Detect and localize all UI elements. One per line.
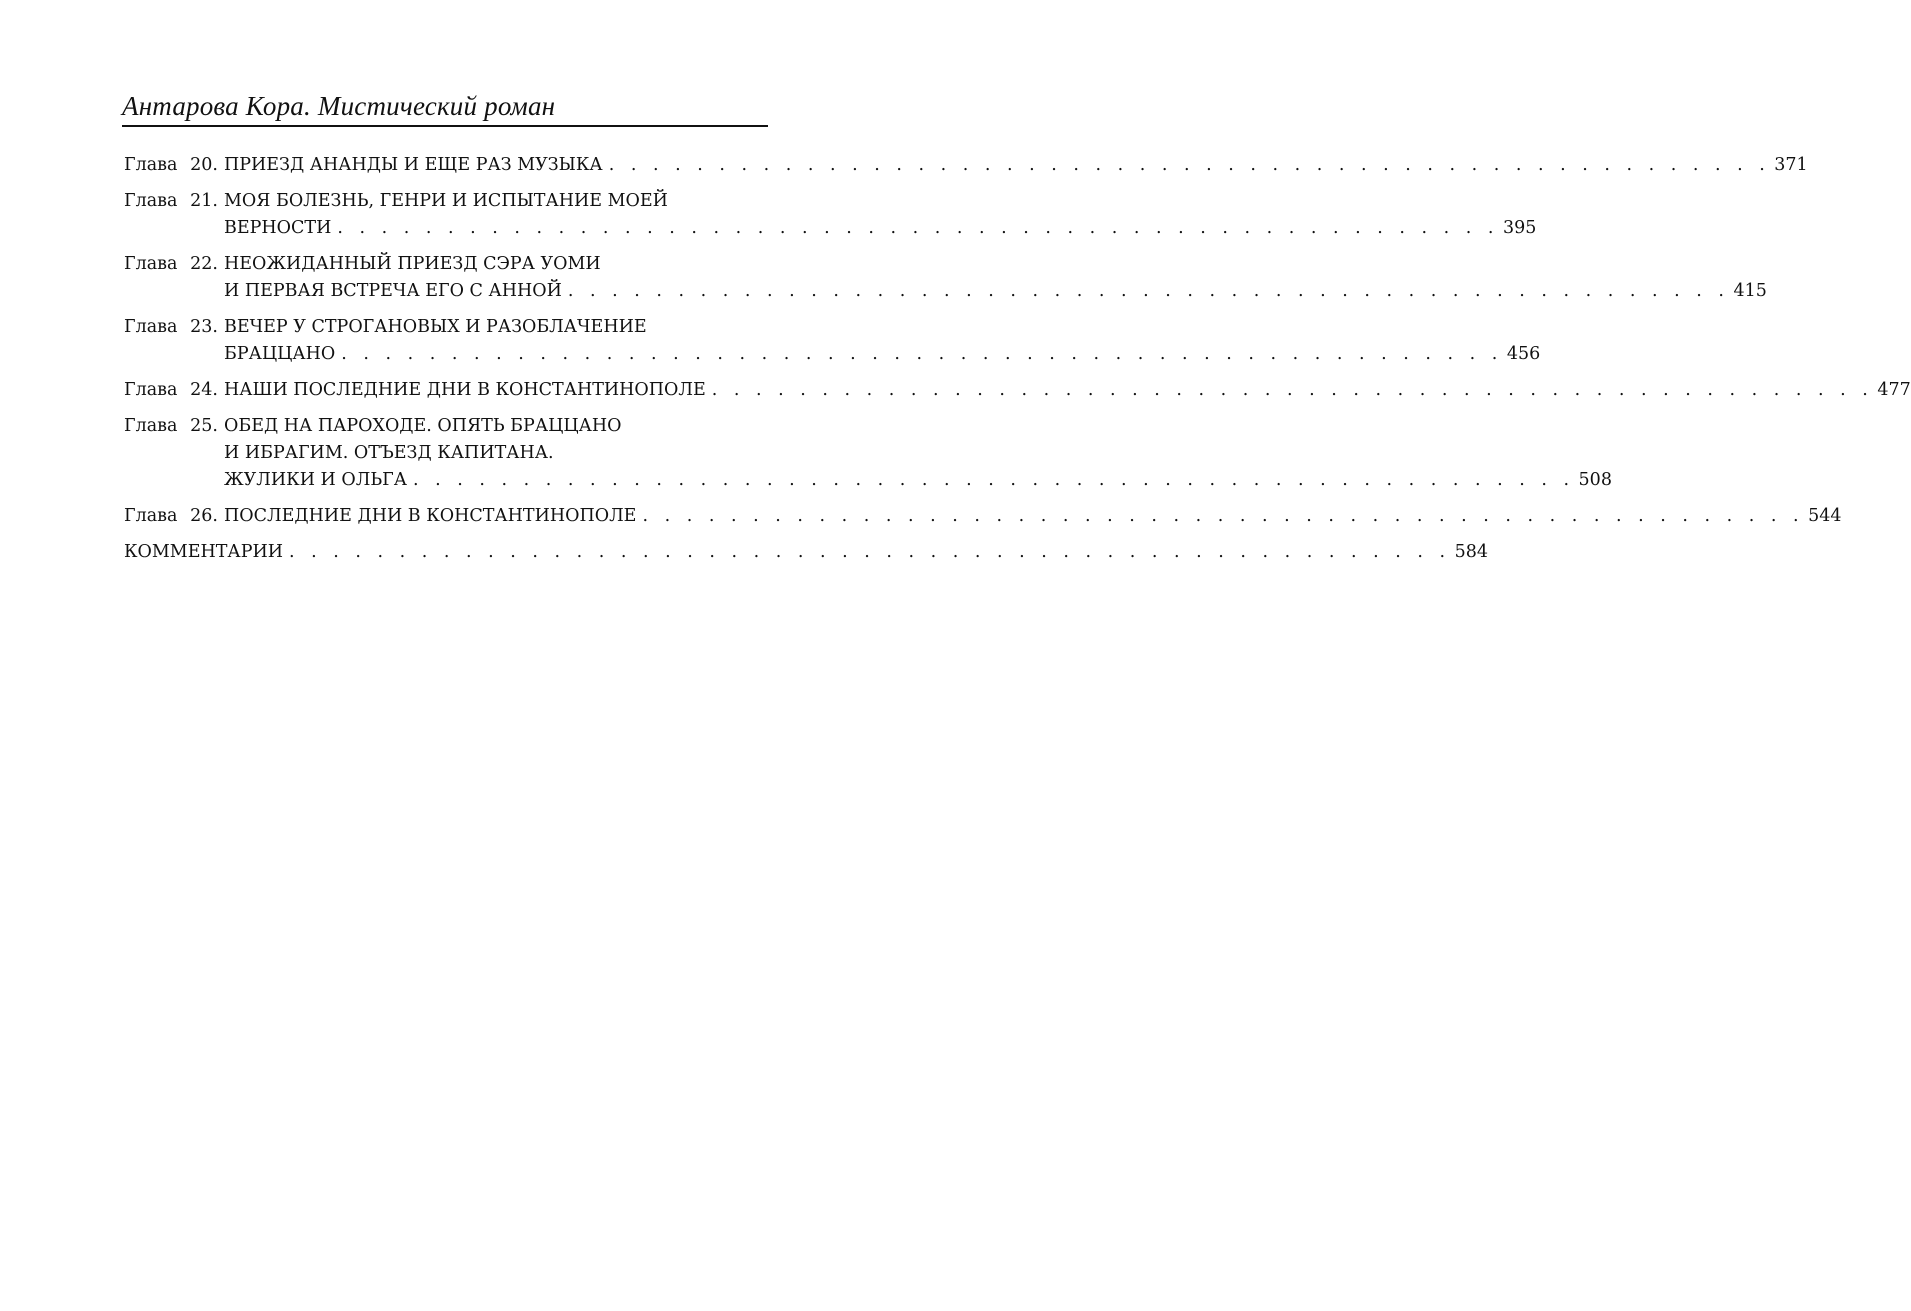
dot-leader: . . . . . . . . . . . . . . . . . . . . . . . . . . . . . . . . . . . . . . . . . . . . . . . . . . . . . [711, 380, 1874, 400]
dot-leader: . . . . . . . . . . . . . . . . . . . . . . . . . . . . . . . . . . . . . . . . . . . . . . . . . . . . . [642, 506, 1805, 526]
toc-entry-title-text: НАШИ ПОСЛЕДНИЕ ДНИ В КОНСТАНТИНОПОЛЕ [224, 380, 706, 400]
chapter-word: Глава [124, 155, 178, 175]
toc-entry-comments[interactable] [124, 539, 1488, 566]
dot-leader: . . . . . . . . . . . . . . . . . . . . . . . . . . . . . . . . . . . . . . . . . . . . . . . . . . . . . [567, 281, 1730, 301]
toc-chapter-label [124, 188, 224, 215]
toc-entry-last-line [224, 341, 1541, 368]
dot-leader: . . . . . . . . . . . . . . . . . . . . . . . . . . . . . . . . . . . . . . . . . . . . . . . . . . . . . [412, 470, 1575, 490]
toc-entry-title-text: ПОСЛЕДНИЕ ДНИ В КОНСТАНТИНОПОЛЕ [224, 506, 637, 526]
toc-entry[interactable] [124, 413, 1612, 494]
table-of-contents [124, 152, 1911, 575]
toc-chapter-label [124, 377, 224, 404]
toc-entry-last-line [224, 467, 1612, 494]
chapter-word: Глава [124, 254, 178, 274]
chapter-number: 24. [190, 380, 218, 400]
toc-entry-title-line: ВЕЧЕР У СТРОГАНОВЫХ И РАЗОБЛАЧЕНИЕ [224, 317, 647, 337]
chapter-word: Глава [124, 506, 178, 526]
toc-entry[interactable] [124, 377, 1911, 404]
chapter-number: 26. [190, 506, 218, 526]
toc-chapter-label [124, 503, 224, 530]
toc-entry-body [224, 251, 1767, 305]
chapter-number: 20. [190, 155, 218, 175]
chapter-number: 25. [190, 416, 218, 436]
toc-entry-title-text: ПРИЕЗД АНАНДЫ И ЕЩЕ РАЗ МУЗЫКА [224, 155, 603, 175]
toc-entry-last-line [224, 152, 1808, 179]
toc-page-number: 584 [1454, 542, 1488, 562]
toc-entry-title-line: НЕОЖИДАННЫЙ ПРИЕЗД СЭРА УОМИ [224, 254, 601, 274]
toc-page-number: 544 [1808, 506, 1842, 526]
toc-entry-last-line [224, 503, 1842, 530]
toc-entry-title-text: И ПЕРВАЯ ВСТРЕЧА ЕГО С АННОЙ [224, 281, 562, 301]
toc-entry-body [224, 188, 1537, 242]
toc-entry-last-line [224, 377, 1911, 404]
toc-chapter-label [124, 413, 224, 440]
toc-entry[interactable] [124, 152, 1808, 179]
running-head-title: Антарова Кора. Мистический роман [122, 91, 556, 121]
dot-leader: . . . . . . . . . . . . . . . . . . . . . . . . . . . . . . . . . . . . . . . . . . . . . . . . . . . . . [608, 155, 1771, 175]
toc-page-number: 371 [1774, 155, 1808, 175]
toc-entry[interactable] [124, 251, 1767, 305]
toc-entry-title-text: ВЕРНОСТИ [224, 218, 332, 238]
toc-entry-title-text: КОММЕНТАРИИ [124, 542, 283, 562]
toc-entry-title-line: ОБЕД НА ПАРОХОДЕ. ОПЯТЬ БРАЦЦАНО [224, 416, 622, 436]
toc-chapter-label [124, 251, 224, 278]
chapter-word: Глава [124, 380, 178, 400]
chapter-word: Глава [124, 191, 178, 211]
dot-leader: . . . . . . . . . . . . . . . . . . . . . . . . . . . . . . . . . . . . . . . . . . . . . . . . . . . . . [337, 218, 1499, 238]
dot-leader: . . . . . . . . . . . . . . . . . . . . . . . . . . . . . . . . . . . . . . . . . . . . . . . . . . . . . [289, 542, 1451, 562]
chapter-number: 21. [190, 191, 218, 211]
toc-entry-last-line [124, 539, 1488, 566]
toc-entry-last-line [224, 215, 1537, 242]
toc-entry-body [224, 413, 1612, 494]
toc-page-number: 477 [1877, 380, 1911, 400]
chapter-word: Глава [124, 317, 178, 337]
toc-entry-body [224, 377, 1911, 404]
toc-chapter-label [124, 152, 224, 179]
toc-entry-title-line: И ИБРАГИМ. ОТЪЕЗД КАПИТАНА. [224, 443, 554, 463]
chapter-word: Глава [124, 416, 178, 436]
chapter-number: 23. [190, 317, 218, 337]
toc-page-number: 415 [1733, 281, 1767, 301]
toc-entry[interactable] [124, 503, 1842, 530]
toc-entry[interactable] [124, 188, 1537, 242]
dot-leader: . . . . . . . . . . . . . . . . . . . . . . . . . . . . . . . . . . . . . . . . . . . . . . . . . . . . . [341, 344, 1503, 364]
toc-entry-body [224, 152, 1808, 179]
chapter-number: 22. [190, 254, 218, 274]
toc-chapter-label [124, 314, 224, 341]
toc-entry-title-text: ЖУЛИКИ И ОЛЬГА [224, 470, 407, 490]
toc-entry[interactable] [124, 314, 1541, 368]
toc-page-number: 508 [1578, 470, 1612, 490]
toc-entry-body [224, 503, 1842, 530]
toc-entry-title-text: БРАЦЦАНО [224, 344, 336, 364]
toc-page-number: 395 [1502, 218, 1537, 238]
toc-entry-body [124, 539, 1488, 566]
toc-entry-last-line [224, 278, 1767, 305]
header-rule [122, 125, 768, 127]
toc-page-number: 456 [1506, 344, 1541, 364]
toc-entry-title-line: МОЯ БОЛЕЗНЬ, ГЕНРИ И ИСПЫТАНИЕ МОЕЙ [224, 191, 668, 211]
toc-entry-body [224, 314, 1541, 368]
